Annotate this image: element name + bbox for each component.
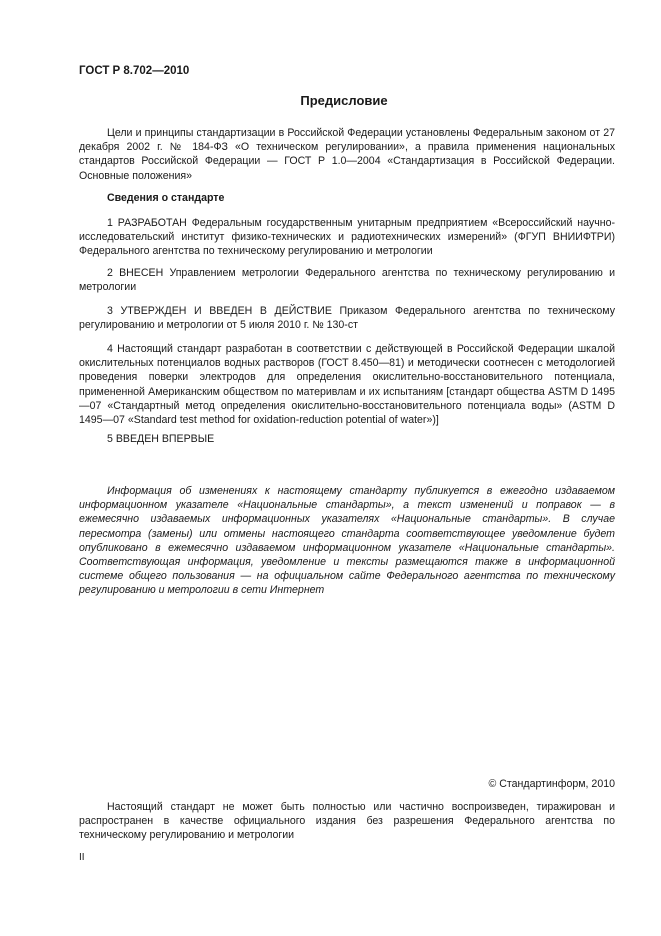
item-3: 3 УТВЕРЖДЕН И ВВЕДЕН В ДЕЙСТВИЕ Приказом Федерального агентства по техническому регулированию и метрологии от 5 июля 2010 г. № 130-ст	[79, 305, 615, 332]
info-heading: Сведения о стандарте	[107, 192, 225, 204]
item-5: 5 ВВЕДЕН ВПЕРВЫЕ	[107, 433, 215, 445]
footer-note: Настоящий стандарт не может быть полностью или частично воспроизведен, тиражирован и распространен в качестве официального издания без разрешения Федерального агентства по техническому регулированию и метрологии	[79, 801, 615, 842]
item-4: 4 Настоящий стандарт разработан в соответствии с действующей в Российской Федерации шкалой окислительных потенциалов водных растворов (ГОСТ 8.450—81) и методически соотнесен с методологией проведения поверки электродов для определения окислительно-восстановительного потенциала, примененной Американским обществом по материвлам и их испытаниям [стандарт общества ASTM D 1495—07 «Стандартный метод определения окислительно-восстановительного потенциала воды» (ASTM D 1495—07 «Standard test method for oxidation-reduction potential of water»)]	[79, 343, 615, 427]
copyright: © Стандартинформ, 2010	[488, 778, 615, 790]
intro-paragraph: Цели и принципы стандартизации в Российской Федерации установлены Федеральным законом от 27 декабря 2002 г. № 184-ФЗ «О техническом регулировании», а правила применения национальных стандартов Российской Федерации — ГОСТ Р 1.0—2004 «Стандартизация в Российской Федерации. Основные положения»	[79, 127, 615, 182]
page-title: Предисловие	[300, 93, 388, 108]
page-number: II	[79, 852, 85, 863]
notice-paragraph: Информация об изменениях к настоящему стандарту публикуется в ежегодно издаваемом информационном указателе «Национальные стандарты», а текст изменений и поправок — в ежемесячно издаваемых информационных указателях «Национальные стандарты». В случае пересмотра (замены) или отмены настоящего стандарта соответствующее уведомление будет опубликовано в ежемесячно издаваемом информационном указателе «Национальные стандарты». Соответствующая информация, уведомление и тексты размещаются также в информационной системе общего пользования — на официальном сайте Федерального агентства по техническому регулированию и метрологии в сети Интернет	[79, 485, 615, 597]
document-code-header: ГОСТ Р 8.702—2010	[79, 65, 190, 77]
item-2: 2 ВНЕСЕН Управлением метрологии Федерального агентства по техническому регулированию и метрологии	[79, 267, 615, 294]
item-1: 1 РАЗРАБОТАН Федеральным государственным унитарным предприятием «Всероссийский научно-исследовательский институт физико-технических и радиотехнических измерений» (ФГУП ВНИИФТРИ) Федерального агентства по техническому регулированию и метрологии	[79, 217, 615, 258]
